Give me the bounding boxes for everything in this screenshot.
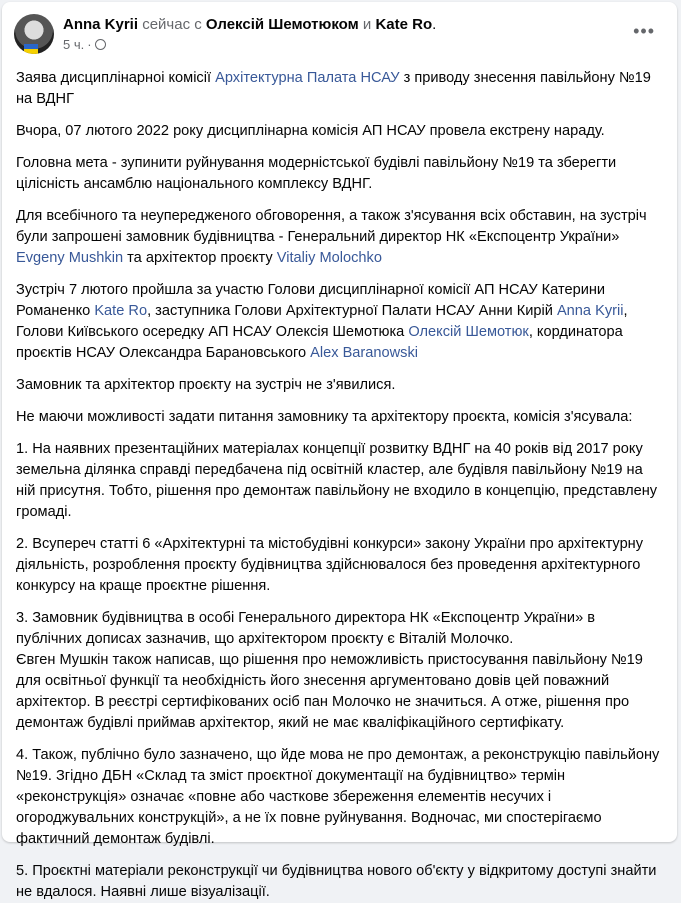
post-paragraph	[16, 206, 663, 269]
mention-link[interactable]: Alex Baranowski	[310, 345, 419, 361]
mention-link[interactable]: Vitaliy Molochko	[276, 250, 382, 266]
paragraph-text: Зустріч 7 лютого пройшла за участю Голови дисциплінарної комісії АП НСАУ Катерини Романенко	[16, 282, 606, 319]
mention-link[interactable]: Kate Ro	[94, 303, 148, 319]
paragraph-text: 3. Замовник будівництва в особі Генерального директора НК «Експоцентр України» в публічних дописах зазначив, що архітектором проєкту є Віталій Молочко.	[16, 610, 595, 647]
post-meta	[63, 37, 106, 52]
paragraph-text: , Голови Київського осередку АП НСАУ Олексія Шемотюка	[16, 303, 628, 340]
paragraph-text: , заступника Голови Архітектурної Палати НСАУ Анни Кирій	[147, 303, 557, 319]
author-name[interactable]: Anna Kyrii	[63, 16, 139, 33]
paragraph-text: та архітектор проєкту	[123, 250, 277, 266]
post-body	[2, 64, 677, 903]
paragraph-text: 4. Також, публічно було зазначено, що йде мова не про демонтаж, а реконструкцію павільйону №19. Згідно ДБН «Склад та зміст проєктної документації на будівництво» термін «реконструкція» означає «повне або часткове збереження елементів несучих і огороджувальних конструкцій», а не їх повне руйнування. Водночас, ми спостерігаємо фактичний демонтаж будівлі.	[16, 747, 660, 847]
paragraph-text: Головна мета - зупинити руйнування модерністської будівлі павільйону №19 та зберегти цілісність ансамблю національного комплексу ВДНГ.	[16, 155, 617, 192]
paragraph-text: 5. Проєктні матеріали реконструкції чи будівництва нового об'єкту у відкритому доступі знайти не вдалося. Наявні лише візуалізації.	[16, 863, 657, 900]
post-author-line	[63, 16, 436, 33]
mention-link[interactable]: Evgeny Mushkin	[16, 250, 124, 266]
paragraph-text: з приводу знесення павільйону №19 на ВДНГ	[16, 70, 651, 107]
mention-link[interactable]: Anna Kyrii	[556, 303, 624, 319]
post-paragraph	[16, 68, 663, 110]
post-paragraph	[16, 608, 663, 734]
post-paragraph	[16, 745, 663, 850]
more-options-button[interactable]: •••	[633, 21, 655, 41]
tagged-user-1[interactable]: Олексій Шемотюком	[205, 16, 359, 33]
paragraph-text: 1. На наявних презентаційних матеріалах концепції розвитку ВДНГ на 40 років від 2017 року земельна ділянка справді передбачена під освітній кластер, але будівля павільйону №19 на ній присутня. Тобто, рішення про демонтаж павільйону не входило в концепцію, представлену громаді.	[16, 441, 658, 520]
post-paragraph	[16, 121, 663, 142]
post-header	[2, 2, 677, 64]
flag-icon	[24, 44, 38, 54]
mention-link[interactable]: Архітектурна Палата НСАУ	[215, 70, 400, 86]
and-text: и	[362, 16, 372, 33]
with-text: сейчас с	[142, 16, 202, 33]
post-paragraph	[16, 407, 663, 428]
post-paragraph	[16, 439, 663, 523]
paragraph-text: , кординатора проєктів НСАУ Олександра Барановського	[16, 324, 623, 361]
paragraph-text: Замовник та архітектор проєкту на зустріч не з'явилися.	[16, 377, 396, 393]
paragraph-text: Для всебічного та неупередженого обговорення, а також з'ясування всіх обставин, на зустріч були запрошені замовник будівництва - Генеральний директор НК «Експоцентр України»	[16, 208, 647, 245]
globe-icon	[95, 39, 106, 50]
dot: .	[432, 16, 437, 33]
paragraph-text: Заява дисциплінарноі комісії	[16, 70, 216, 86]
post-paragraph	[16, 861, 663, 903]
paragraph-text: Вчора, 07 лютого 2022 року дисциплінарна комісія АП НСАУ провела екстрену нараду.	[16, 123, 605, 139]
separator: ·	[87, 37, 92, 52]
tagged-user-2[interactable]: Kate Ro	[375, 16, 433, 33]
post-time[interactable]: 5 ч.	[63, 37, 85, 52]
author-avatar[interactable]	[14, 14, 54, 54]
paragraph-text: Не маючи можливості задати питання замовнику та архітектору проєкта, комісія з'ясувала:	[16, 409, 633, 425]
post-paragraph	[16, 375, 663, 396]
post-card	[2, 2, 677, 900]
post-paragraph	[16, 153, 663, 195]
post-paragraph	[16, 280, 663, 364]
paragraph-text: 2. Всупереч статті 6 «Архітектурні та містобудівні конкурси» закону України про архітектурну діяльність, розроблення проєкту будівництва здійснювалося без проведення архітектурного конкурсу на краще проєктне рішення.	[16, 536, 644, 594]
paragraph-text: Євген Мушкін також написав, що рішення про неможливість пристосування павільйону №19 для освітньої функції та необхідність його знесення аргументовано довів цей поважний архітектор. В реєстрі сертифікованих осіб пан Молочко не значиться. А отже, рішення про демонтаж будівлі приймав архітектор, який не має кваліфікаційного сертифікату.	[16, 652, 643, 731]
post-paragraph	[16, 534, 663, 597]
mention-link[interactable]: Олексій Шемотюк	[408, 324, 529, 340]
